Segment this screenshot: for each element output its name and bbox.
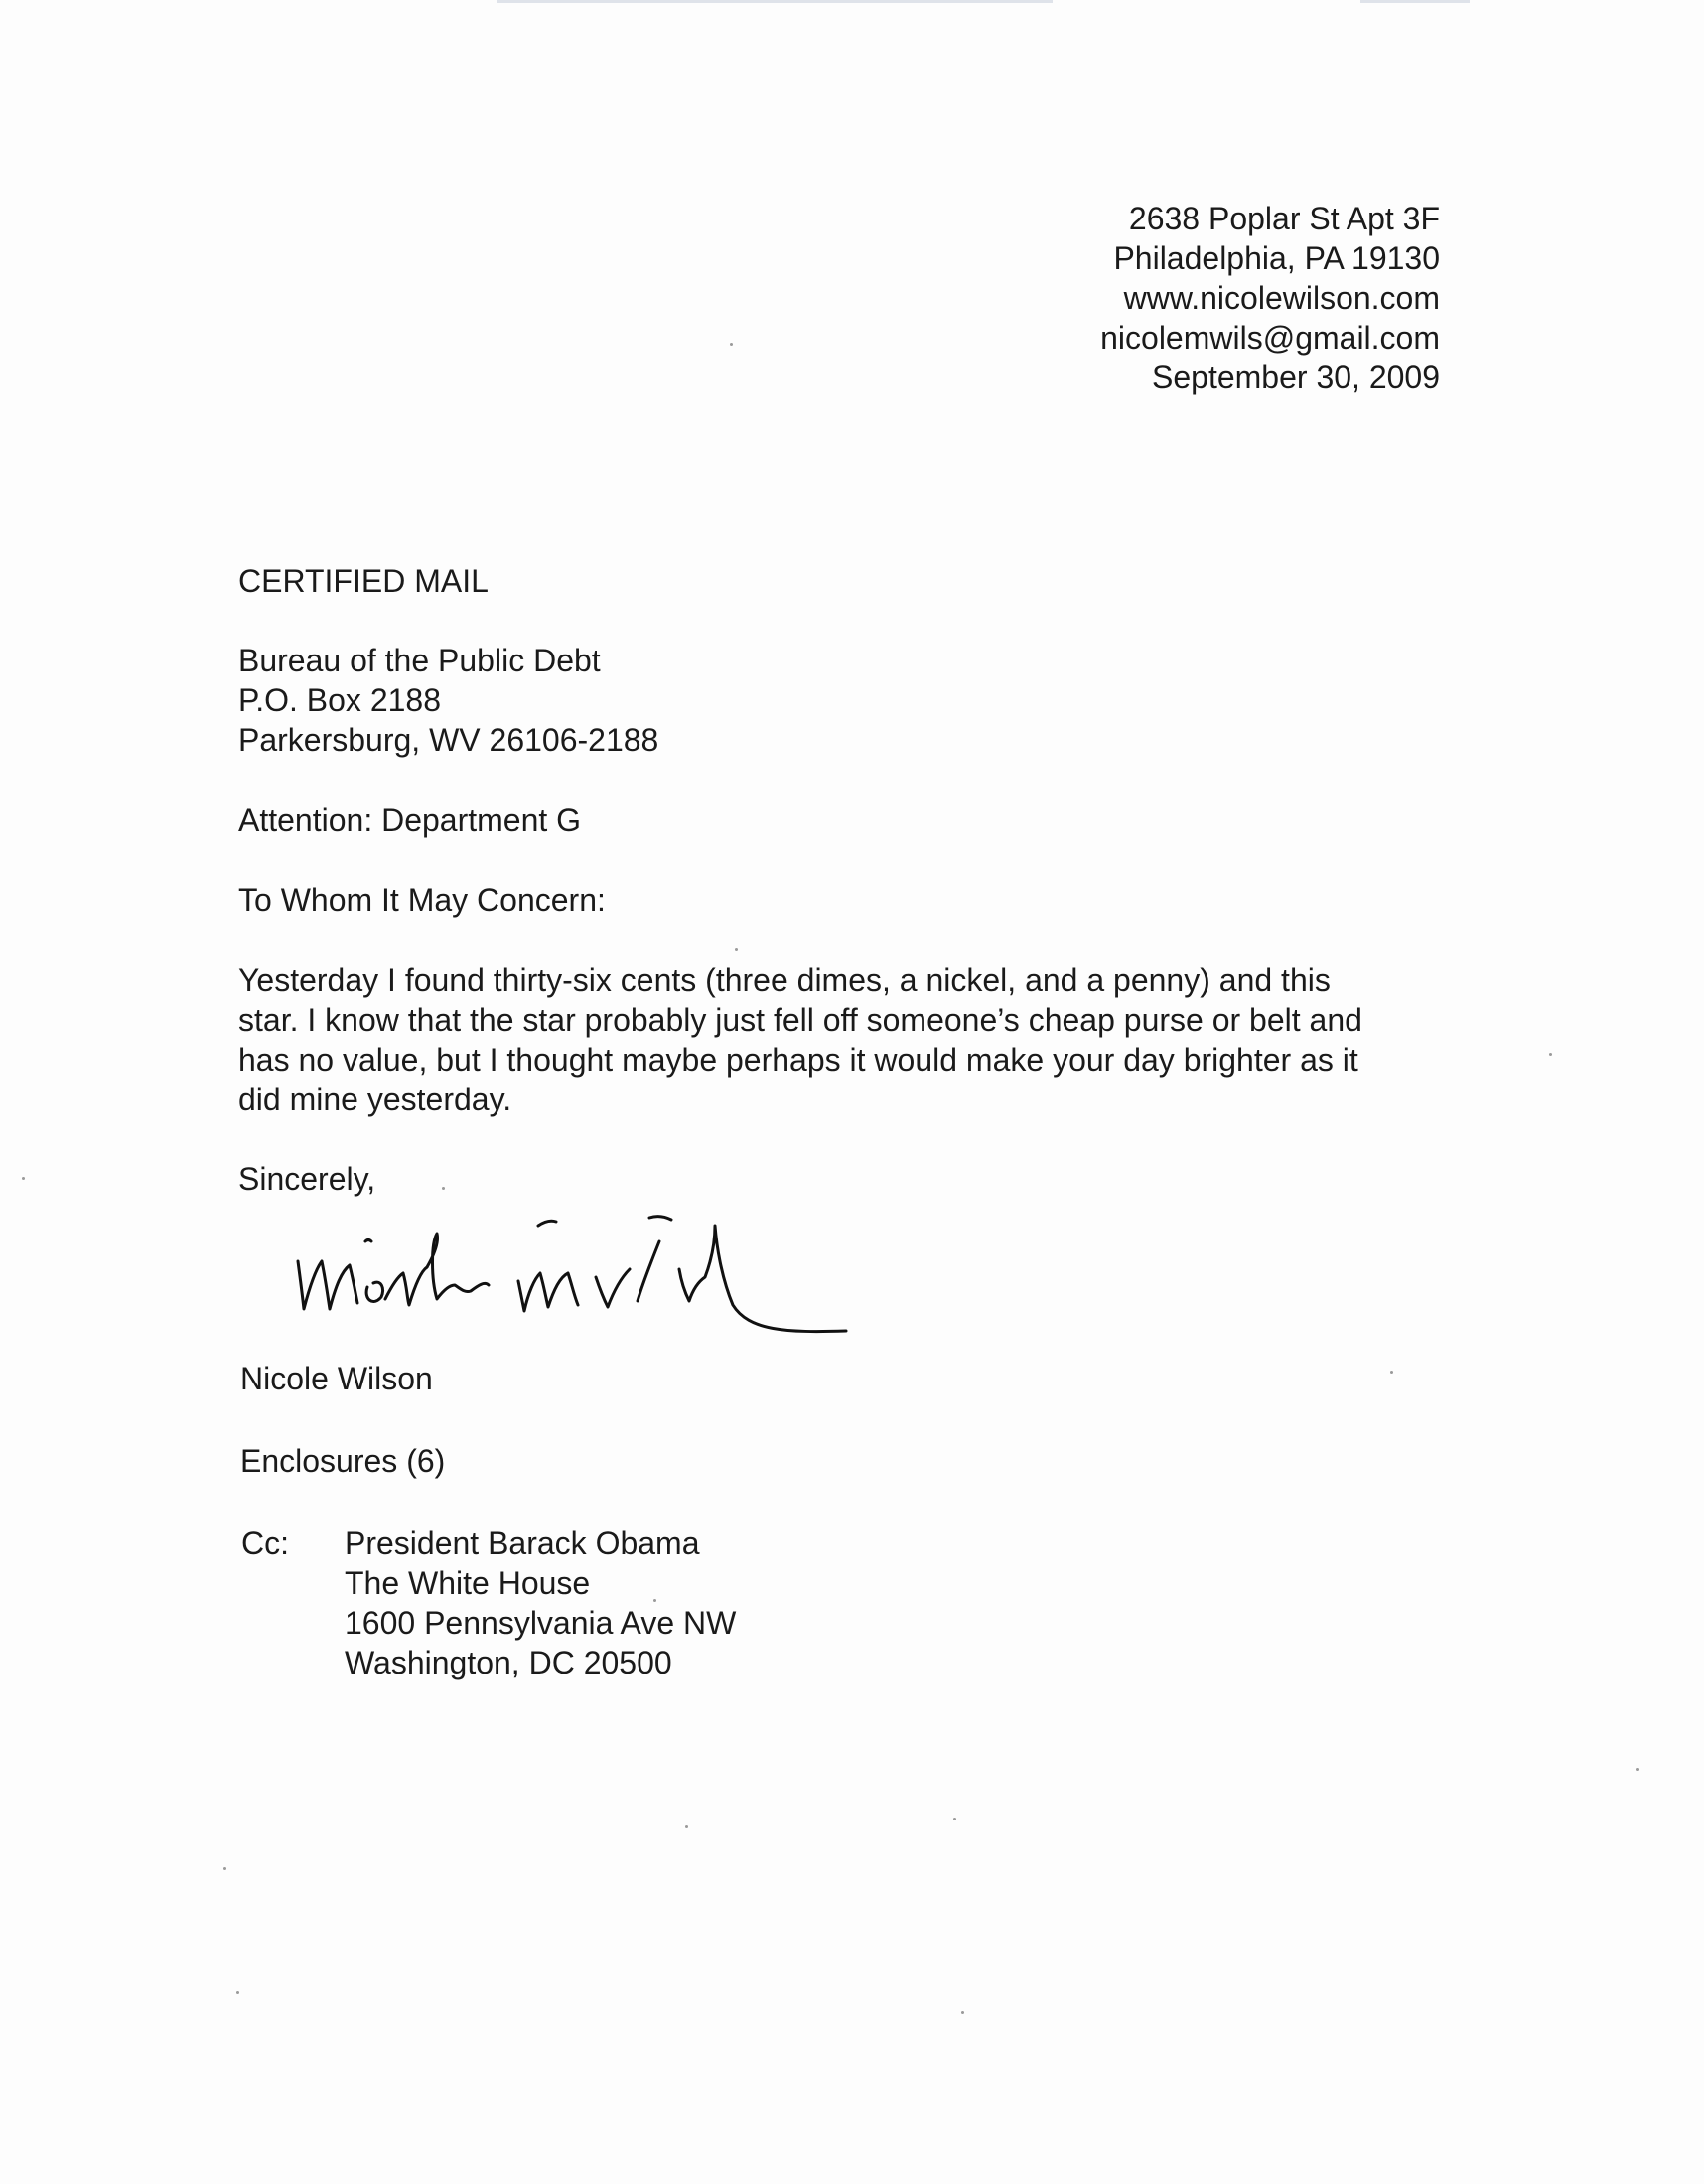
scan-speck — [1636, 1768, 1639, 1771]
letter-date: September 30, 2009 — [1152, 360, 1440, 395]
scan-speck — [653, 1599, 656, 1602]
scan-speck — [1549, 1053, 1552, 1056]
sender-city: Philadelphia, PA 19130 — [1113, 240, 1440, 276]
scan-speck — [236, 1991, 239, 1994]
closing: Sincerely, — [238, 1161, 376, 1197]
scan-speck — [730, 343, 733, 346]
scan-speck — [953, 1818, 956, 1820]
recipient-address — [238, 641, 658, 760]
signature-image — [290, 1182, 866, 1351]
sender-street: 2638 Poplar St Apt 3F — [1128, 201, 1440, 236]
body-line: has no value, but I thought maybe perhaps it would make your day brighter as it — [238, 1042, 1358, 1078]
recipient-city: Parkersburg, WV 26106-2188 — [238, 722, 659, 758]
enclosures-note: Enclosures (6) — [240, 1443, 446, 1479]
scan-speck — [685, 1825, 688, 1828]
body-line: did mine yesterday. — [238, 1082, 512, 1117]
scan-edge-mark — [497, 0, 1053, 3]
body-paragraph — [238, 960, 1470, 1119]
sender-email: nicolemwils@gmail.com — [1100, 320, 1440, 356]
return-address — [1100, 199, 1440, 397]
recipient-po-box: P.O. Box 2188 — [238, 682, 441, 718]
attention-line: Attention: Department G — [238, 802, 582, 838]
scan-edge-mark — [1360, 0, 1470, 3]
cc-org: The White House — [345, 1565, 591, 1601]
recipient-name: Bureau of the Public Debt — [238, 643, 601, 678]
scan-speck — [735, 948, 738, 951]
signer-name: Nicole Wilson — [240, 1361, 433, 1396]
cc-recipient — [345, 1524, 736, 1682]
mailing-notation: CERTIFIED MAIL — [238, 563, 489, 599]
body-line: star. I know that the star probably just fell off someone’s cheap purse or belt and — [238, 1002, 1362, 1038]
cc-label: Cc: — [241, 1526, 289, 1561]
scan-speck — [223, 1867, 226, 1870]
scan-speck — [1390, 1371, 1393, 1374]
salutation: To Whom It May Concern: — [238, 882, 606, 918]
scan-speck — [961, 2011, 964, 2014]
sender-website: www.nicolewilson.com — [1123, 280, 1440, 316]
cc-city: Washington, DC 20500 — [345, 1645, 672, 1680]
cc-street: 1600 Pennsylvania Ave NW — [345, 1605, 737, 1641]
cc-name: President Barack Obama — [345, 1526, 700, 1561]
body-line: Yesterday I found thirty-six cents (three dimes, a nickel, and a penny) and this — [238, 962, 1331, 998]
scan-speck — [442, 1187, 445, 1190]
scan-speck — [22, 1177, 25, 1180]
